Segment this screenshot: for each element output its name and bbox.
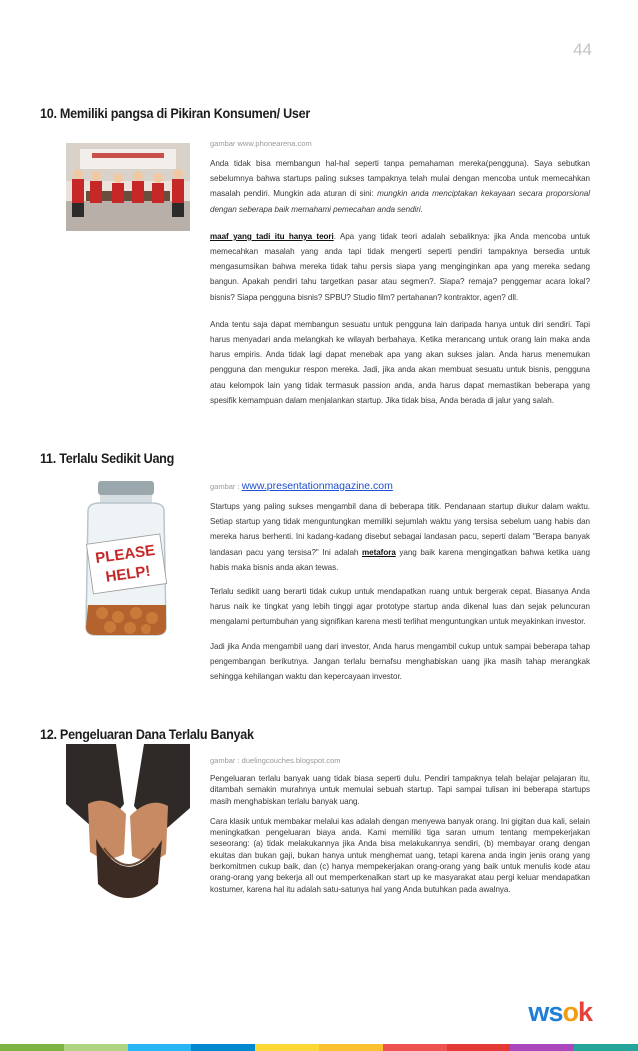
paragraph: Pengeluaran terlalu banyak uang tidak biasa seperti dulu. Pendiri tampaknya telah belajar pelajaran itu, ditambah semakin murahnya untuk memulai sebuah startup. Tapi sampai tulisan ini beberapa startups masih menghabiskan terlalu banyak uang. [210,774,590,806]
page-number: 44 [573,40,592,59]
section-10-photo [66,143,190,231]
bold-text: maaf yang tadi itu hanya teori [210,231,334,241]
wsok-logo [528,997,592,1028]
jar-label-text-1: PLEASE [94,541,157,568]
bold-text: metafora [361,547,396,557]
footer-color-segment [447,1044,511,1051]
section-11-body [210,480,590,684]
paragraph: Anda tidak bisa membangun hal-hal seperti tanpa pemahaman mereka(pengguna). Saya sebutkan sebelumnya bahwa startups paling sukses tampaknya telah mulai dengan mencoba untuk memecahkan masalah pendiri. Mungkin ada aturan di sini: [210,159,590,199]
logo-letter: k [577,997,592,1027]
logo-letter: o [562,997,578,1027]
paragraph: Terlalu sedikit uang berarti tidak cukup untuk mendapatkan ruang untuk bergerak cepat. Biasanya Anda harus naik ke tingkat yang lebih tinggi agar prototype startup anda dikenal luas dan sejak peluncuran mengalami pertumbuhan yang signifikan karena mesti terlihat menguntungkan untuk meyakinkan investor. [210,587,590,627]
footer-color-segment [383,1044,447,1051]
section-10-body [210,138,590,408]
logo-letter: s [548,997,563,1027]
section-10-heading: 10. Memiliki pangsa di Pikiran Konsumen/ User [40,105,311,121]
footer-color-segment [0,1044,64,1051]
footer-color-segment [191,1044,255,1051]
panel-discussion-image [66,143,190,231]
paragraph: yang baik karena mengingatkan bahwa ketika uang habis maka bisnis anda akan tewas. [210,547,590,572]
paragraph: Jadi jika Anda mengambil uang dari investor, Anda harus mengambil cukup untuk sampai beberapa tahap pengembangan berikutnya. Jangan terlalu bernafsu menghabiskan uang jika masih tahap merangkak sehingga kehilangan waktu dan kepercayaan investor. [210,641,590,682]
image-caption: gambar www.phonearena.com [210,139,312,148]
footer-color-segment [319,1044,383,1051]
section-11-heading: 11. Terlalu Sedikit Uang [40,450,175,466]
paragraph: Startups yang paling sukses mengambil dana di beberapa titik. Pendanaan startup diukur dalam waktu. Setiap startup yang tidak menguntungkan memiliki sejumlah waktu yang tersisa sebelum uang habis dan mereka harus berhenti. Ini kadang-kadang disebut sebagai landasan pacu, seperti dalam "Berapa banyak landasan pacu yang tersisa?" Ini adalah [210,502,590,557]
logo-letter: w [528,997,549,1027]
section-11-photo [66,477,190,637]
emphasis-text: mungkin anda menciptakan kekayaan secara proporsional dengan seberapa baik memahami pemecahan anda sendiri. [210,189,590,214]
footer-color-segment [255,1044,319,1051]
footer-color-segment [64,1044,128,1051]
image-caption: gambar : duelingcouches.blogspot.com [210,756,341,765]
section-12-body [210,755,590,895]
footer-color-segment [510,1044,574,1051]
paragraph: Anda tentu saja dapat membangun sesuatu untuk pengguna lain daripada hanya untuk diri sendiri. Tapi harus menyadari anda melangkah ke wilayah berbahaya. Ketika merancang untuk orang lain maka anda harus empiris. Anda tidak lagi dapat menebak apa yang akan sukses jalan. Anda harus menemukan pengguna dan mengukur respon mereka. Jadi, jika anda akan membuat sesuatu untuk bisnis, pengguna atau kelompok lain yang tidak termasuk passion anda, anda harus dapat memastikan beberapa yang spesifik kemampuan dalam menjalankan startup. Jika tidak bisa, Anda berada di jalur yang salah. [210,319,590,405]
footer-color-bar [0,1044,638,1051]
empty-hands-image [66,744,190,914]
money-jar-image [66,477,190,637]
paragraph: Cara klasik untuk membakar melalui kas adalah dengan menyewa banyak orang. Ini gigitan dua kali, selain meningkatkan pengeluaran biaya anda. Kami memiliki tiga saran umum tentang mempekerjakan seseorang: (a) tidak melakukannya jika Anda bisa melakukannya sendiri, (b) membayar orang dengan ekuitas dan bukan gaji, bukan hanya untuk menghemat uang, tetapi karena anda ingin jenis orang yang berkomitmen cukup baik, dan (c) hanya mempekerjakan orang-orang yang baik untuk menulis kode atau orang-orang yang bekerja all out memperkenalkan start up ke masyarakat atau pergi keluar mendapatkan kostumer, karena hal itu adalah satu-satunya hal yang Anda butuhkan pada awalnya. [210,816,590,894]
caption-prefix: gambar : [210,482,242,491]
section-12-photo [66,744,190,914]
footer-color-segment [128,1044,192,1051]
caption-link[interactable]: www.presentationmagazine.com [241,480,393,492]
footer-color-segment [574,1044,638,1051]
jar-label-text-2: HELP! [104,562,152,586]
image-caption [210,480,590,493]
paragraph: . Apa yang tidak teori adalah sebaliknya: jika Anda mencoba untuk memecahkan masalah yang anda tapi tidak mengerti seperti pendiri tampaknya bersedia untuk mengasumsikan bahwa mereka tidak tahu persis siapa yang menginginkan apa yang mereka sedang bangun. Apakah pendiri tahu targetkan pasar atau segmen?. Siapa? remaja? penggemar acara lokal? bisnis? Siapa pengguna bisnis? SPBU? Studio film? pertahanan? kontraktor, agen? dll. [210,231,590,302]
section-12-heading: 12. Pengeluaran Dana Terlalu Banyak [40,726,254,742]
